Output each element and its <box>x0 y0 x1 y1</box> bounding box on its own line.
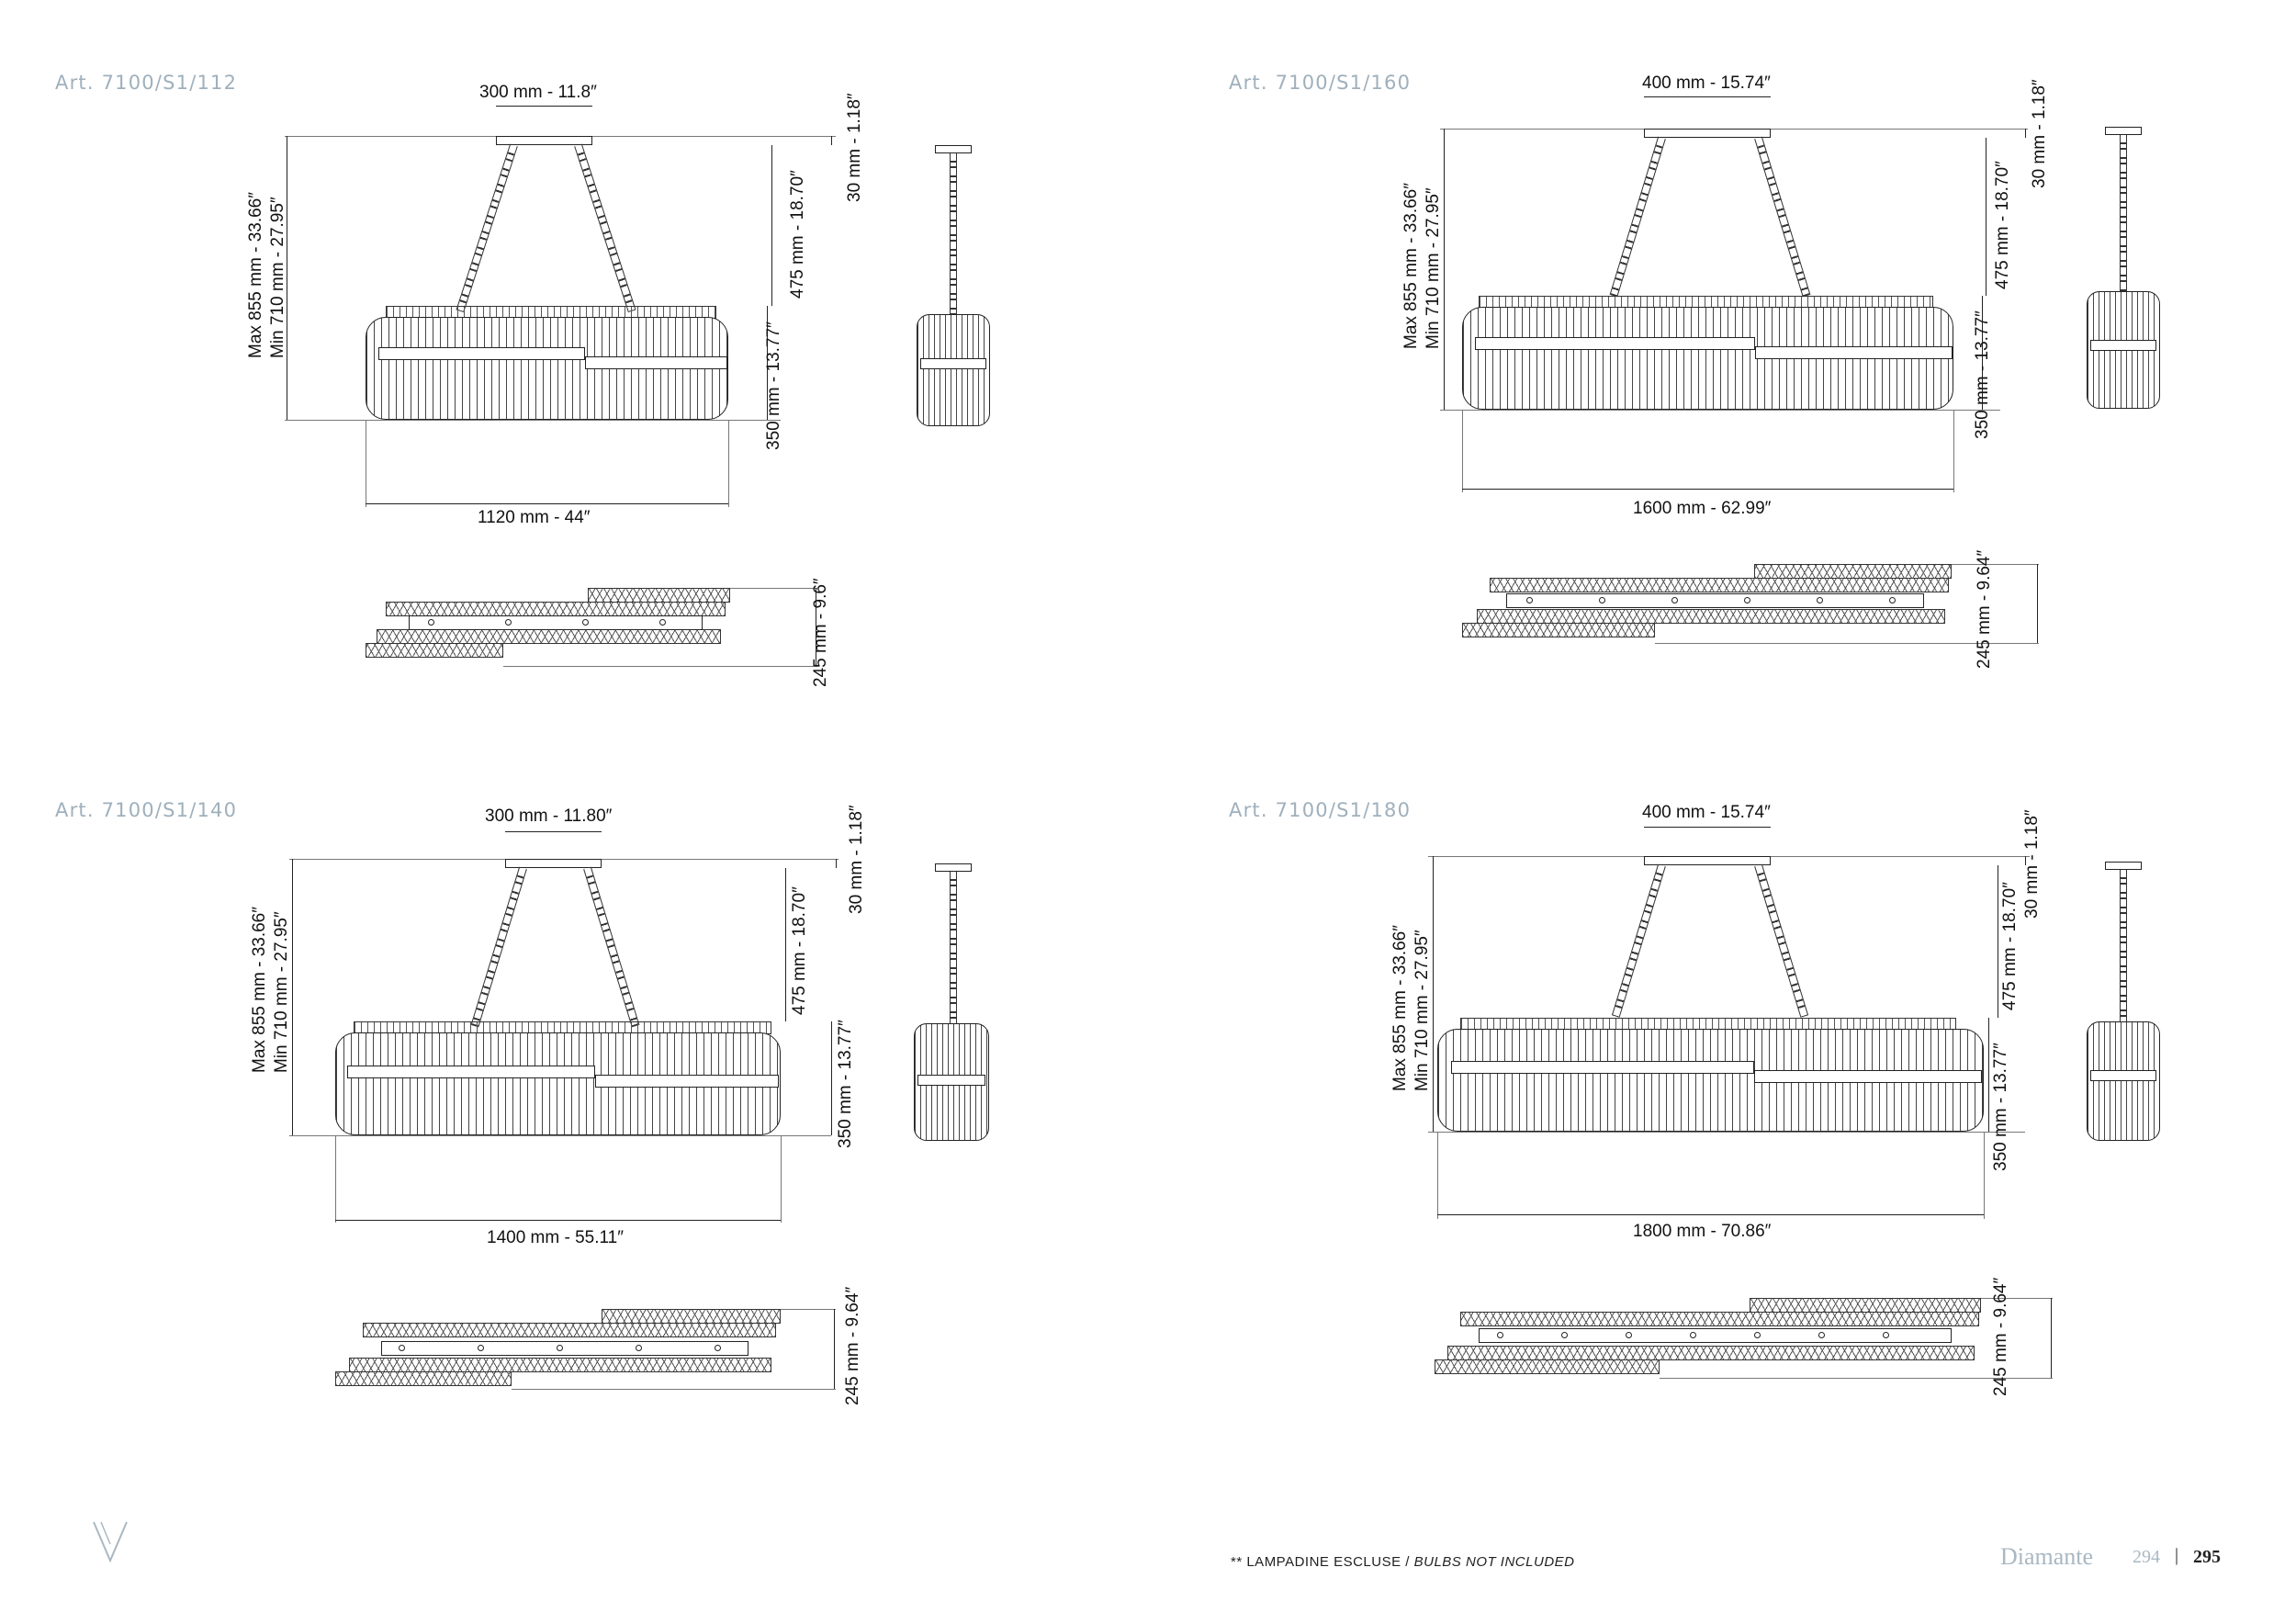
overall-height-min-label: Min 710 mm - 27.95″ <box>1412 930 1432 1091</box>
bulb-socket <box>1818 1332 1825 1338</box>
plan-frame <box>409 615 703 630</box>
bulb-socket <box>1561 1332 1568 1338</box>
canopy-height-line <box>836 859 837 868</box>
side-body <box>2087 1021 2160 1141</box>
plan-frame <box>381 1341 748 1356</box>
bulb-socket <box>557 1345 563 1351</box>
chain-drop-label: 475 mm - 18.70″ <box>790 886 809 1015</box>
width-ref <box>1462 410 1463 492</box>
bulbs-note <box>1231 1554 1575 1570</box>
depth-label: 245 mm - 9.64″ <box>1975 549 1994 669</box>
overall-height-line <box>1444 129 1445 410</box>
plan-bar <box>386 602 726 616</box>
depth-line <box>834 1309 835 1389</box>
chain-drop-line <box>771 145 772 306</box>
chain-drop-label: 475 mm - 18.70″ <box>1993 161 2012 289</box>
chain-drop-label: 475 mm - 18.70″ <box>2000 882 2020 1010</box>
bottom-ref-line <box>289 1135 831 1136</box>
canopy-width-line <box>1644 827 1771 828</box>
canopy-height-label: 30 mm - 1.18″ <box>2022 809 2042 919</box>
body-height-label: 350 mm - 13.77″ <box>1973 310 1992 439</box>
side-chain <box>2120 870 2127 1021</box>
page-number-left: 294 <box>2133 1547 2160 1567</box>
width-line <box>335 1220 781 1221</box>
overall-height-min-label: Min 710 mm - 27.95″ <box>272 911 291 1073</box>
overall-height-min-label: Min 710 mm - 27.95″ <box>268 197 287 358</box>
page-number-right: 295 <box>2193 1547 2221 1567</box>
frame-band <box>585 356 727 369</box>
canopy <box>1644 856 1771 865</box>
side-canopy <box>2105 862 2142 870</box>
depth-ref <box>781 1309 836 1310</box>
chain-left <box>456 144 518 312</box>
side-band <box>920 358 986 369</box>
bulb-socket <box>1889 597 1896 603</box>
width-ref <box>1437 1132 1438 1219</box>
plan-bar <box>377 629 721 644</box>
collection-name: Diamante <box>2000 1543 2094 1570</box>
bulb-socket <box>478 1345 484 1351</box>
depth-label: 245 mm - 9.6″ <box>811 578 830 687</box>
width-ref <box>335 1135 336 1223</box>
plan-bar <box>366 643 503 658</box>
plan-bar <box>1462 623 1655 637</box>
plan-bar <box>602 1309 781 1324</box>
chain-right <box>1754 137 1810 298</box>
canopy-width-label: 400 mm - 15.74″ <box>1642 803 1771 822</box>
bulb-socket <box>1626 1332 1632 1338</box>
chain-drop-label: 475 mm - 18.70″ <box>788 170 807 299</box>
bottom-ref-line <box>1440 410 2000 411</box>
article-code: Art. 7100/S1/112 <box>55 72 238 94</box>
plan-bar <box>1447 1346 1975 1360</box>
bulb-socket <box>1671 597 1678 603</box>
plan-bar <box>349 1358 771 1372</box>
canopy-width-line <box>1644 96 1771 97</box>
width-ref <box>1984 1132 1985 1219</box>
depth-ref <box>512 1389 836 1390</box>
plan-bar <box>588 588 730 603</box>
plan-frame <box>1479 1328 1952 1343</box>
bulb-socket <box>1497 1332 1503 1338</box>
bulbs-note-en: BULBS NOT INCLUDED <box>1413 1554 1575 1570</box>
bulb-socket <box>1744 597 1750 603</box>
plan-bar <box>1754 564 1952 579</box>
overall-height-max-label: Max 855 mm - 33.66″ <box>246 192 265 358</box>
overall-height-min-label: Min 710 mm - 27.95″ <box>1424 187 1443 349</box>
width-line <box>366 503 728 504</box>
bulb-socket <box>1690 1332 1696 1338</box>
canopy-height-label: 30 mm - 1.18″ <box>847 805 866 914</box>
frame-band <box>1475 337 1755 350</box>
depth-label: 245 mm - 9.64″ <box>1991 1277 2010 1396</box>
chain-right <box>1754 864 1808 1018</box>
plan-bar <box>1460 1312 1979 1326</box>
depth-ref <box>1952 564 2039 565</box>
width-label: 1400 mm - 55.11″ <box>487 1228 624 1247</box>
width-ref <box>728 420 729 507</box>
side-canopy <box>2105 127 2142 135</box>
width-line <box>1437 1214 1984 1215</box>
brand-logo-icon <box>92 1520 129 1567</box>
bottom-ref-line <box>1428 1132 2025 1133</box>
canopy-height-label: 30 mm - 1.18″ <box>845 93 864 202</box>
canopy-width-label: 400 mm - 15.74″ <box>1642 73 1771 93</box>
frame-band <box>1451 1061 1754 1074</box>
depth-label: 245 mm - 9.64″ <box>843 1286 862 1405</box>
chain-left <box>1610 137 1666 298</box>
overall-height-max-label: Max 855 mm - 33.66″ <box>1390 925 1410 1091</box>
bulb-socket <box>1817 597 1823 603</box>
canopy-width-label: 300 mm - 11.8″ <box>479 83 597 102</box>
body-height-label: 350 mm - 13.77″ <box>836 1020 855 1148</box>
canopy-width-label: 300 mm - 11.80″ <box>485 806 613 826</box>
bulb-socket <box>1526 597 1533 603</box>
bulb-socket <box>659 619 666 626</box>
plan-bar <box>335 1371 512 1386</box>
bulb-socket <box>505 619 512 626</box>
canopy-width-line <box>505 831 602 832</box>
side-band <box>917 1075 985 1086</box>
canopy-height-line <box>831 136 832 145</box>
depth-ref <box>730 588 817 589</box>
canopy <box>1644 129 1771 138</box>
depth-ref <box>503 666 817 667</box>
bulb-socket <box>1754 1332 1761 1338</box>
body-height-line <box>831 1021 832 1135</box>
width-ref <box>781 1135 782 1223</box>
width-label: 1800 mm - 70.86″ <box>1633 1222 1772 1241</box>
plan-frame <box>1506 593 1924 608</box>
frame-band <box>595 1075 779 1088</box>
frame-band <box>378 347 585 360</box>
width-label: 1120 mm - 44″ <box>478 508 591 527</box>
chain-left <box>471 867 527 1028</box>
plan-bar <box>1435 1359 1660 1374</box>
bulb-socket <box>582 619 589 626</box>
side-canopy <box>935 145 972 153</box>
bulb-socket <box>399 1345 405 1351</box>
plan-bar <box>1477 609 1945 624</box>
canopy-width-line <box>496 106 592 107</box>
overall-height-line <box>1433 856 1434 1132</box>
frame-band <box>347 1066 595 1078</box>
canopy-height-line <box>2025 129 2026 138</box>
chain-right <box>574 144 636 312</box>
side-band <box>2090 1070 2156 1081</box>
article-code: Art. 7100/S1/160 <box>1229 72 1412 94</box>
side-canopy <box>935 863 972 872</box>
frame-band <box>1755 346 1953 359</box>
width-ref <box>1953 410 1954 492</box>
bulb-socket <box>1599 597 1605 603</box>
bulbs-note-it: ** LAMPADINE ESCLUSE / <box>1231 1554 1410 1570</box>
side-body <box>917 314 990 426</box>
bottom-ref-line <box>285 420 781 421</box>
bulb-socket <box>715 1345 721 1351</box>
side-chain <box>950 872 957 1023</box>
body-height-label: 350 mm - 13.77″ <box>1991 1043 2010 1171</box>
article-code: Art. 7100/S1/140 <box>55 799 238 821</box>
body-height-line <box>1988 1018 1989 1132</box>
plan-bar <box>363 1323 776 1337</box>
article-code: Art. 7100/S1/180 <box>1229 799 1412 821</box>
plan-bar <box>1490 578 1949 592</box>
chain-right <box>583 867 639 1028</box>
depth-line <box>2037 564 2038 643</box>
width-line <box>1462 489 1953 490</box>
frame-band <box>1754 1070 1982 1083</box>
body-height-label: 350 mm - 13.77″ <box>764 321 783 450</box>
overall-height-max-label: Max 855 mm - 33.66″ <box>250 907 269 1073</box>
overall-height-line <box>292 859 293 1135</box>
side-band <box>2090 340 2156 351</box>
chain-left <box>1612 864 1666 1018</box>
page-separator: | <box>2175 1545 2179 1565</box>
chain-drop-line <box>785 868 786 1021</box>
depth-line <box>2051 1298 2052 1378</box>
width-label: 1600 mm - 62.99″ <box>1633 499 1772 518</box>
overall-height-max-label: Max 855 mm - 33.66″ <box>1401 183 1421 349</box>
bulb-socket <box>1883 1332 1889 1338</box>
side-chain <box>950 153 957 314</box>
canopy-height-label: 30 mm - 1.18″ <box>2030 79 2049 188</box>
side-chain <box>2120 135 2127 291</box>
bulb-socket <box>636 1345 642 1351</box>
bulb-socket <box>428 619 434 626</box>
plan-bar <box>1750 1298 1981 1313</box>
